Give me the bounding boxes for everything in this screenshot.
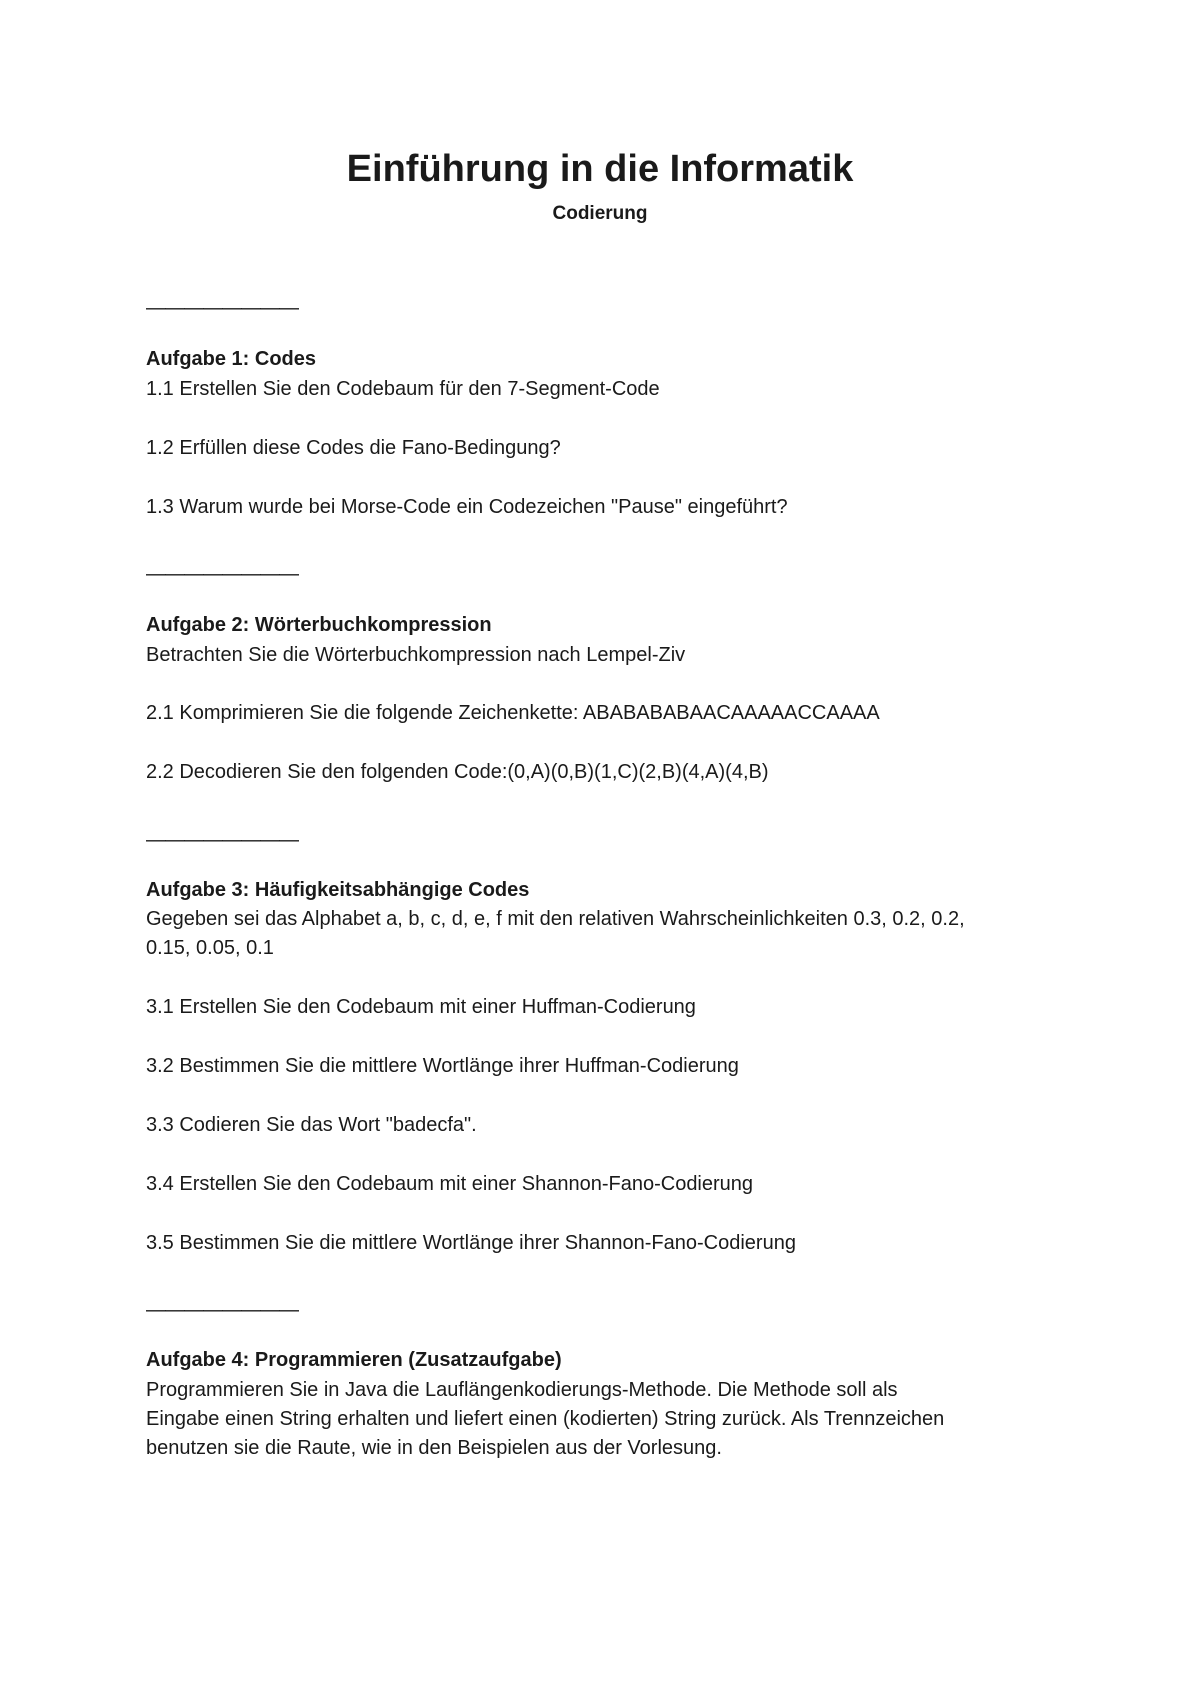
task3-intro-line-1: Gegeben sei das Alphabet a, b, c, d, e, f mit den relativen Wahrscheinlichkeiten 0.3, 0.2, 0.2, — [146, 908, 965, 930]
section-separator: ———————— — [146, 297, 298, 319]
task2-question-2: 2.2 Decodieren Sie den folgenden Code:(0,A)(0,B)(1,C)(2,B)(4,A)(4,B) — [146, 761, 769, 783]
task1-question-3: 1.3 Warum wurde bei Morse-Code ein Codezeichen "Pause" eingeführt? — [146, 496, 788, 518]
task2-question-1: 2.1 Komprimieren Sie die folgende Zeichenkette: ABABABABAACAAAAACCAAAA — [146, 702, 880, 724]
task4-text-line-3: benutzen sie die Raute, wie in den Beispielen aus der Vorlesung. — [146, 1437, 722, 1459]
task3-question-4: 3.4 Erstellen Sie den Codebaum mit einer Shannon-Fano-Codierung — [146, 1173, 754, 1195]
task4-text-line-2: Eingabe einen String erhalten und liefert einen (kodierten) String zurück. Als Trennzeichen — [146, 1408, 945, 1430]
task3-question-3: 3.3 Codieren Sie das Wort "badecfa". — [146, 1114, 477, 1136]
task2-heading: Aufgabe 2: Wörterbuchkompression — [146, 614, 492, 636]
task4-heading: Aufgabe 4: Programmieren (Zusatzaufgabe) — [146, 1349, 562, 1371]
task3-intro-line-2: 0.15, 0.05, 0.1 — [146, 937, 274, 959]
task3-question-5: 3.5 Bestimmen Sie die mittlere Wortlänge ihrer Shannon-Fano-Codierung — [146, 1232, 796, 1254]
section-separator: ———————— — [146, 1299, 298, 1321]
task2-intro: Betrachten Sie die Wörterbuchkompression nach Lempel-Ziv — [146, 644, 686, 666]
document-subtitle: Codierung — [552, 203, 648, 224]
task3-heading: Aufgabe 3: Häufigkeitsabhängige Codes — [146, 879, 530, 901]
task1-question-1: 1.1 Erstellen Sie den Codebaum für den 7-Segment-Code — [146, 378, 660, 400]
document-title: Einführung in die Informatik — [346, 148, 854, 190]
task3-question-2: 3.2 Bestimmen Sie die mittlere Wortlänge ihrer Huffman-Codierung — [146, 1055, 739, 1077]
task1-heading: Aufgabe 1: Codes — [146, 348, 317, 370]
task1-question-2: 1.2 Erfüllen diese Codes die Fano-Bedingung? — [146, 437, 561, 459]
section-separator: ———————— — [146, 563, 298, 585]
section-separator: ———————— — [146, 829, 298, 851]
task3-question-1: 3.1 Erstellen Sie den Codebaum mit einer Huffman-Codierung — [146, 996, 696, 1018]
task4-text-line-1: Programmieren Sie in Java die Lauflängenkodierungs-Methode. Die Methode soll als — [146, 1379, 898, 1401]
